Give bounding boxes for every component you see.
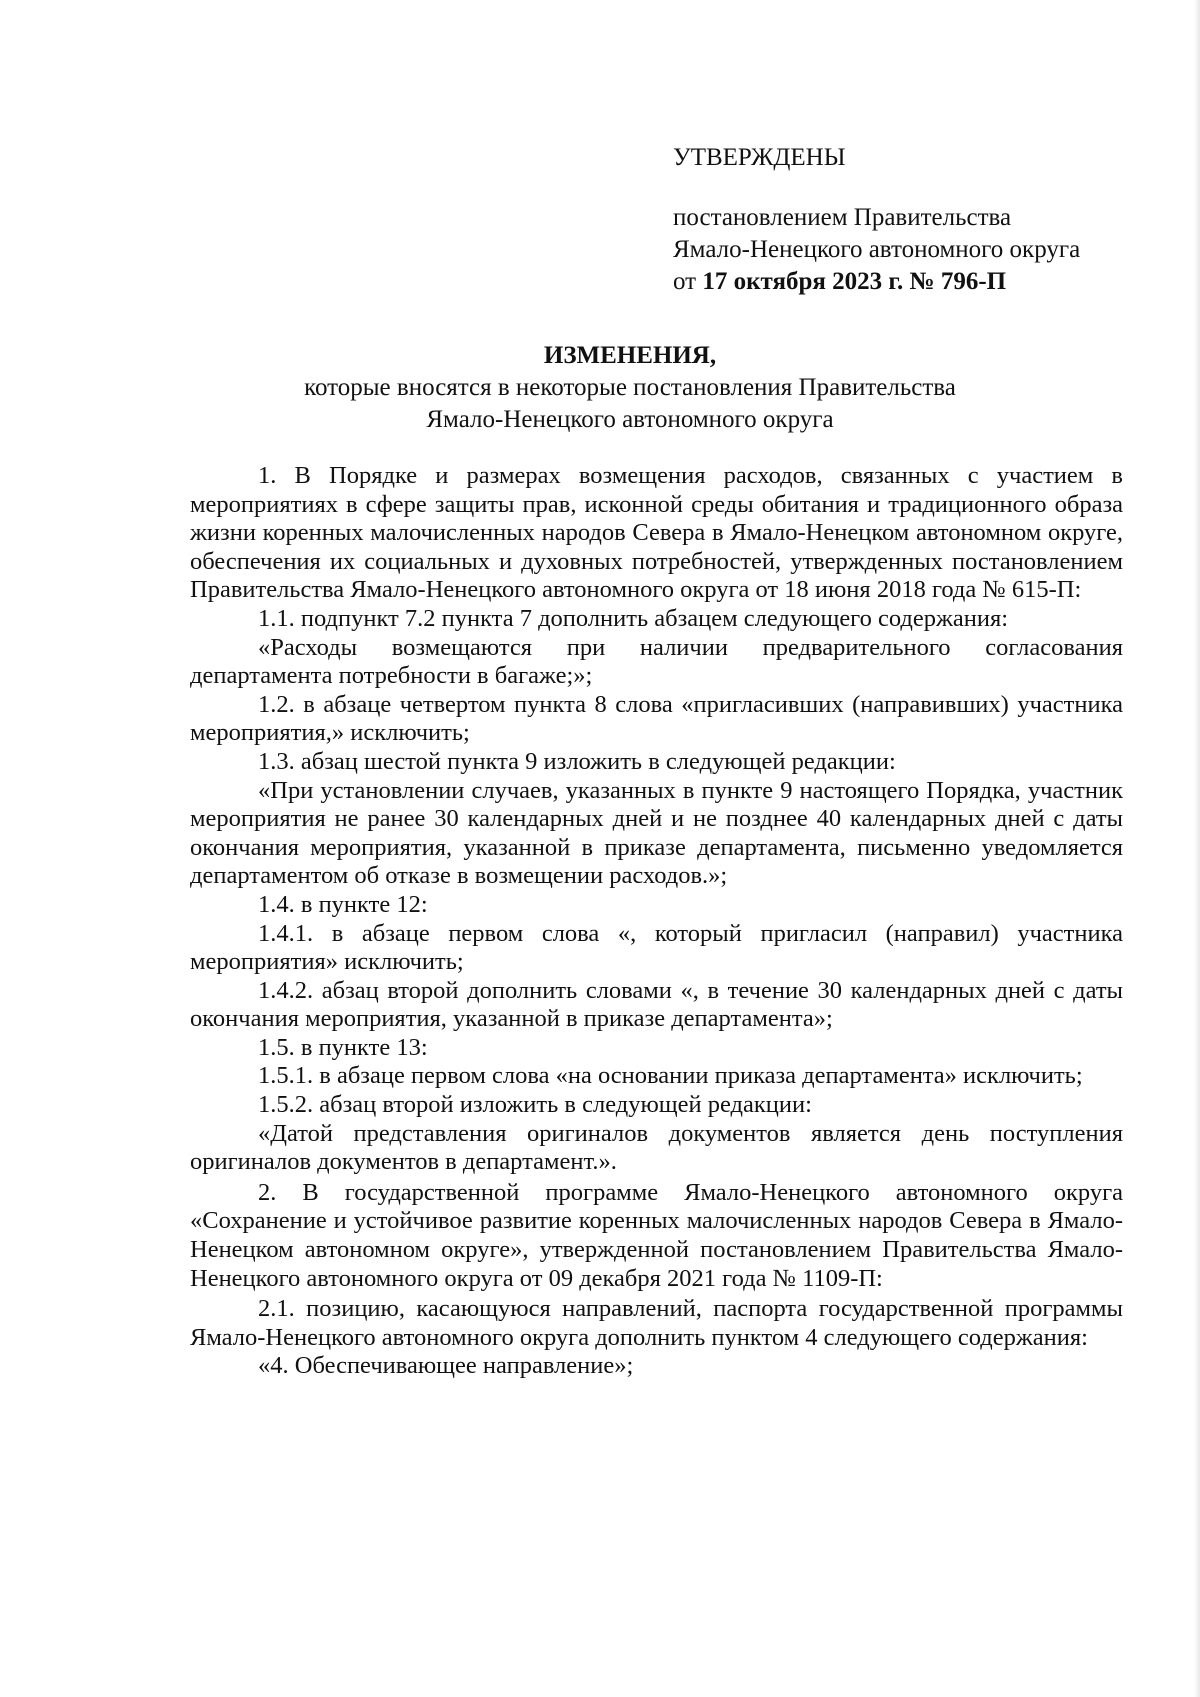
- paragraph-1-4-2: 1.4.2. абзац второй дополнить словами «, в течение 30 календарных дней с даты окончания мероприятия, указанной в приказе департамента»;: [190, 976, 1123, 1033]
- paragraph-quote: «Датой представления оригиналов документов является день поступления оригиналов документов в департамент.».: [190, 1119, 1123, 1176]
- approval-stamp: УТВЕРЖДЕНЫ: [673, 144, 846, 171]
- document-subtitle-1: которые вносятся в некоторые постановления Правительства: [304, 374, 956, 401]
- paragraph-1-5-2: 1.5.2. абзац второй изложить в следующей редакции:: [258, 1091, 812, 1119]
- paragraph-1: 1. В Порядке и размерах возмещения расходов, связанных с участием в мероприятиях в сфере защиты прав, исконной среды обитания и традиционного образа жизни коренных малочисленных народов Севера в Ямало-Ненецком автономном округе, обеспечения их социальных и духовных потребностей, утвержденных постановлением Правительства Ямало-Ненецкого автономного округа от 18 июня 2018 года № 615-П:: [190, 462, 1123, 604]
- approval-date-prefix: от: [673, 268, 697, 295]
- approval-date-line: [673, 266, 1173, 298]
- paragraph-quote: «При установлении случаев, указанных в пункте 9 настоящего Порядка, участник мероприятия не ранее 30 календарных дней и не позднее 40 календарных дней с даты окончания мероприятия, указанной в приказе департамента, письменно уведомляется департаментом об отказе в возмещении расходов.»;: [190, 776, 1123, 890]
- paragraph-2-1: 2.1. позицию, касающуюся направлений, паспорта государственной программы Ямало-Ненецкого автономного округа дополнить пунктом 4 следующего содержания:: [190, 1295, 1123, 1351]
- paragraph-1-1: 1.1. подпункт 7.2 пункта 7 дополнить абзацем следующего содержания:: [258, 604, 1009, 632]
- paragraph-quote: «4. Обеспечивающее направление»;: [258, 1352, 634, 1380]
- page-edge-shadow: [1194, 0, 1200, 1697]
- approval-line-1: постановлением Правительства: [673, 204, 1012, 231]
- paragraph-1-3: 1.3. абзац шестой пункта 9 изложить в следующей редакции:: [258, 747, 896, 775]
- decree-date: 17 октября 2023 г. № 796-П: [702, 268, 1007, 295]
- document-title: ИЗМЕНЕНИЯ,: [543, 342, 717, 369]
- paragraph-quote: «Расходы возмещаются при наличии предварительного согласования департамента потребности в багаже;»;: [190, 633, 1123, 690]
- paragraph-1-2: 1.2. в абзаце четвертом пункта 8 слова «пригласивших (направивших) участника мероприятия,» исключить;: [190, 690, 1123, 747]
- approval-block: [673, 142, 1173, 298]
- document-body: [190, 462, 1123, 1381]
- paragraph-1-5: 1.5. в пункте 13:: [258, 1033, 428, 1061]
- paragraph-2: 2. В государственной программе Ямало-Ненецкого автономного округа «Сохранение и устойчивое развитие коренных малочисленных народов Севера в Ямало-Ненецком автономном округе», утвержденной постановлением Правительства Ямало-Ненецкого автономного округа от 09 декабря 2021 года № 1109-П:: [190, 1178, 1123, 1292]
- approval-line-2: Ямало-Ненецкого автономного округа: [673, 236, 1081, 263]
- document-heading: [190, 340, 1070, 436]
- paragraph-1-4: 1.4. в пункте 12:: [258, 890, 428, 918]
- paragraph-1-5-1: 1.5.1. в абзаце первом слова «на основании приказа департамента» исключить;: [258, 1062, 1083, 1090]
- paragraph-1-4-1: 1.4.1. в абзаце первом слова «, который пригласил (направил) участника мероприятия» исключить;: [190, 919, 1123, 976]
- document-subtitle-2: Ямало-Ненецкого автономного округа: [426, 406, 834, 433]
